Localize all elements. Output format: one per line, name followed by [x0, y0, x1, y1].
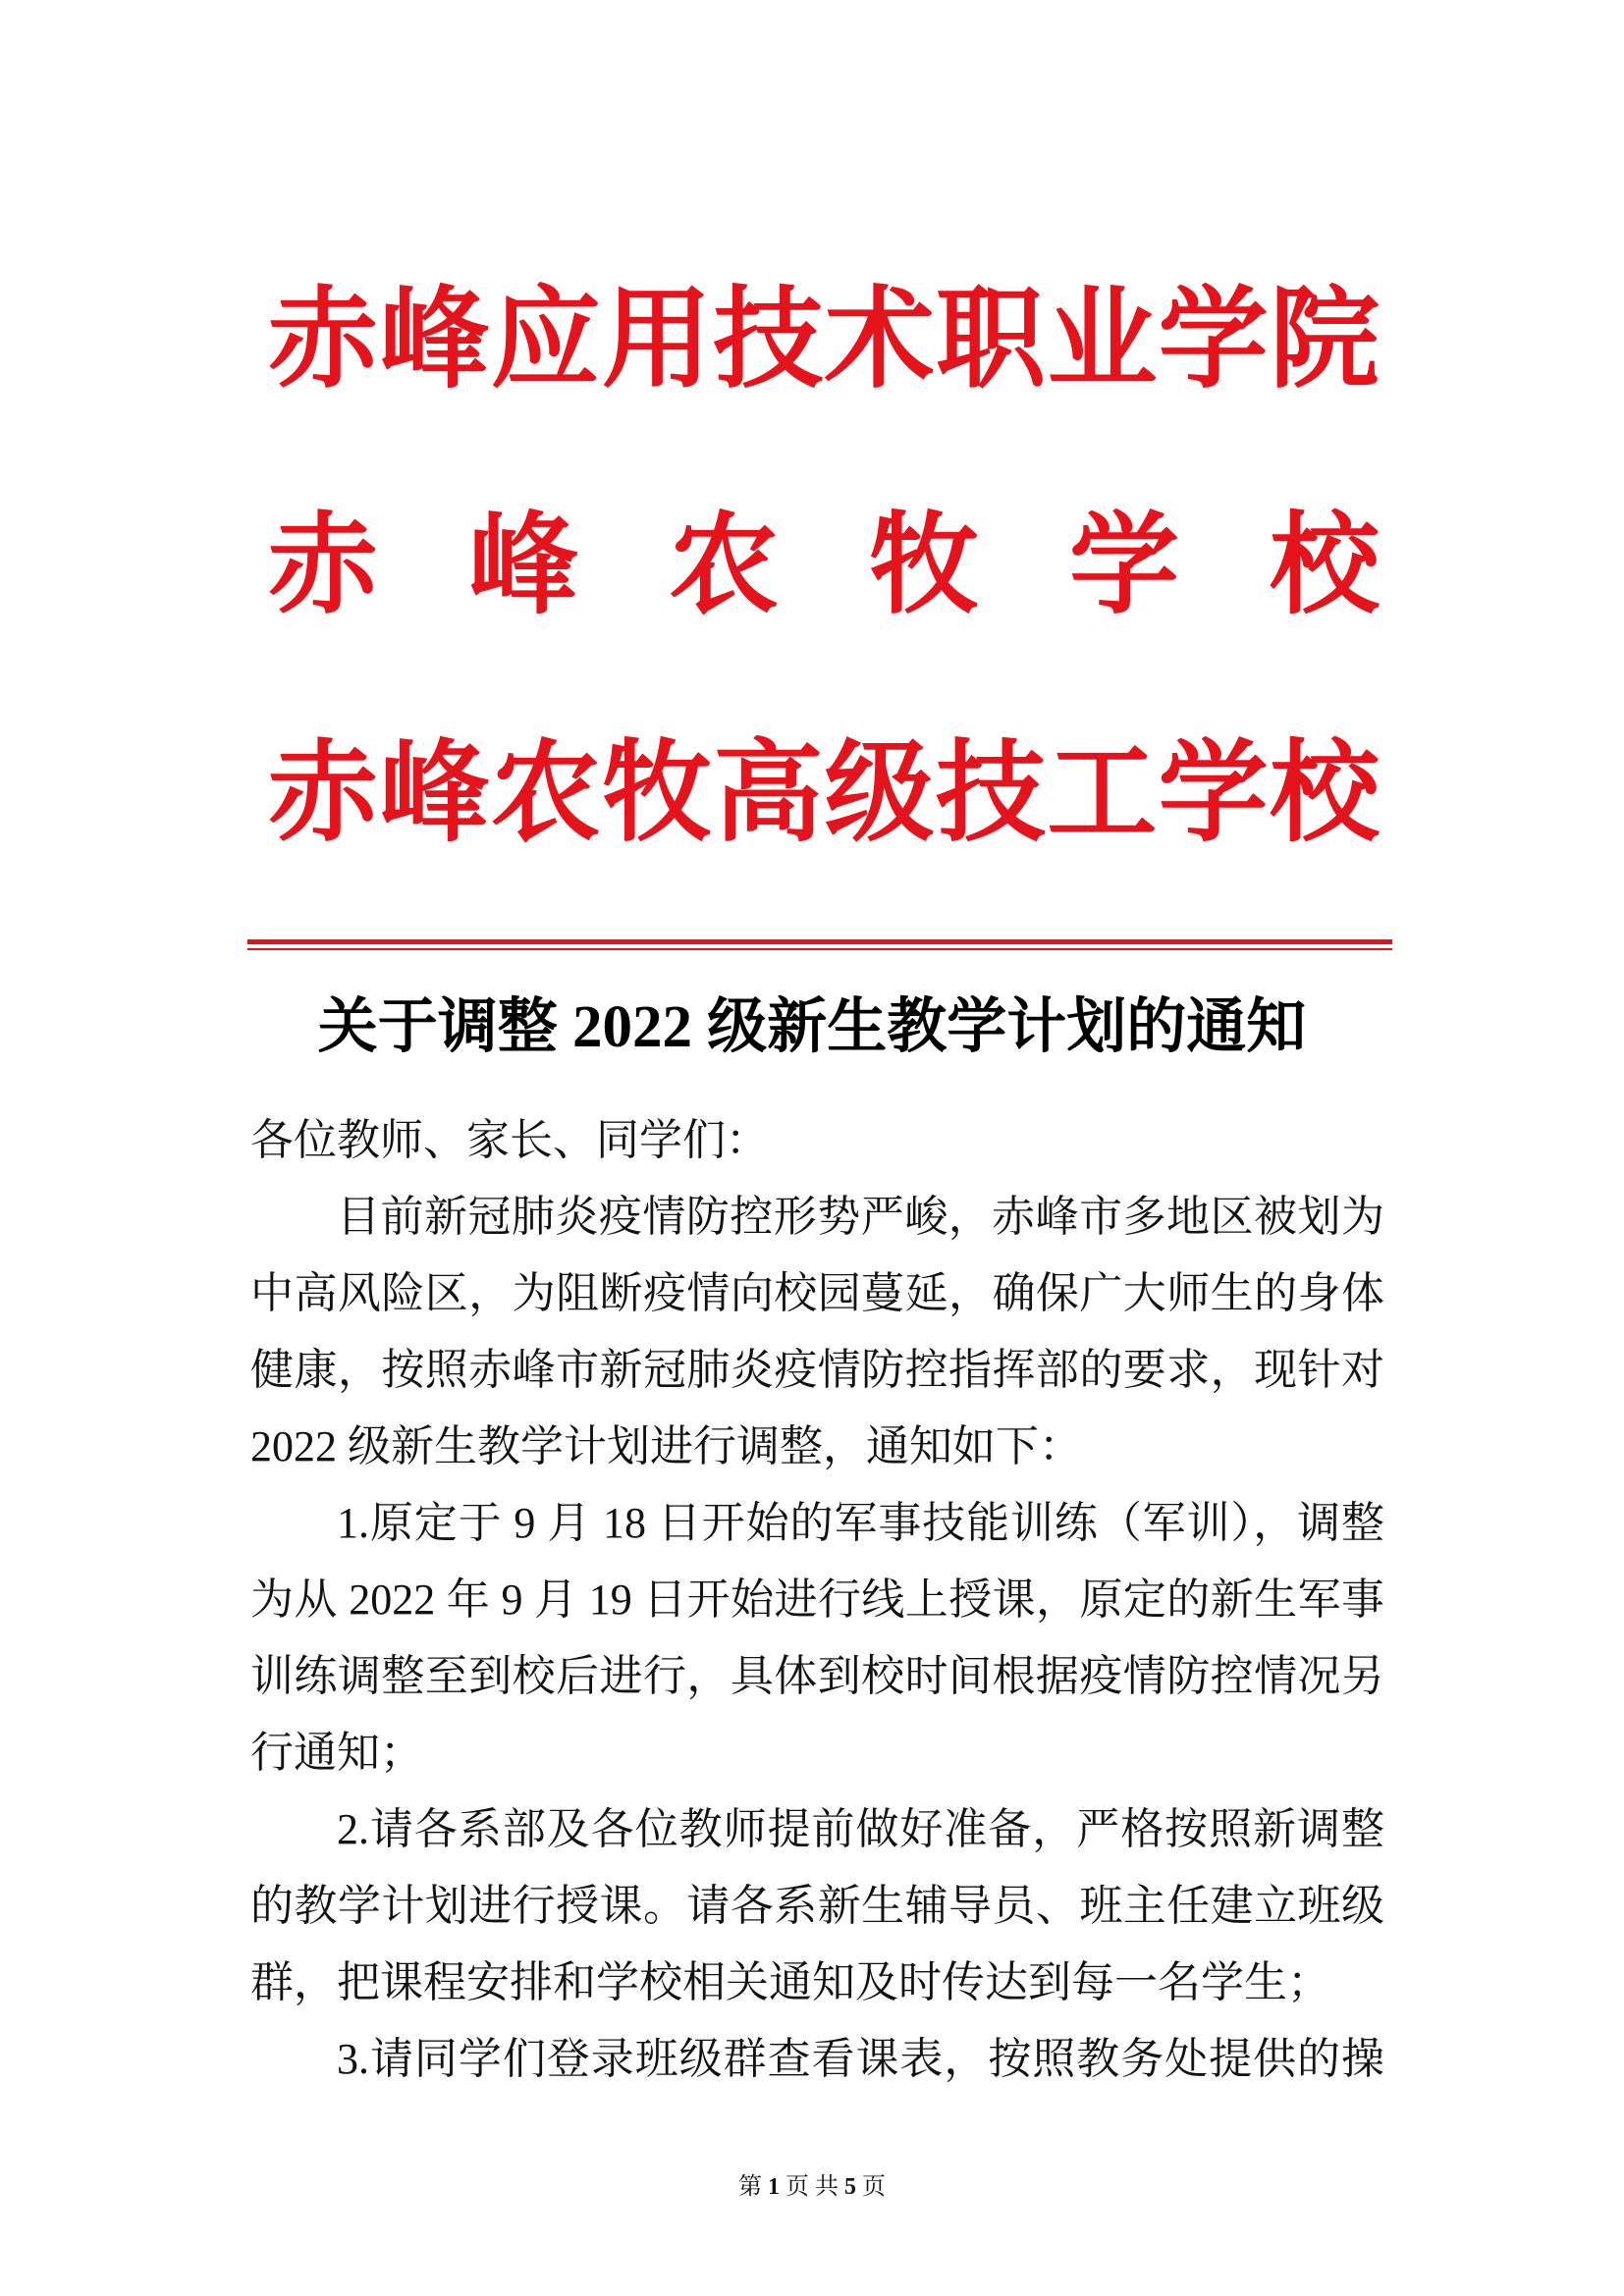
notice-body — [250, 1102, 1384, 2098]
paragraph-2 — [250, 1485, 1384, 1791]
paragraph-2-line-1: 1.原定于 9 月 18 日开始的军事技能训练（军训），调整 — [337, 1499, 1384, 1547]
paragraph-1-line-4: 2022 级新生教学计划进行调整，通知如下： — [250, 1422, 1082, 1470]
paragraph-2-line-4: 行通知； — [250, 1729, 423, 1777]
paragraph-3-line-3: 群，把课程安排和学校相关通知及时传达到每一名学生； — [250, 1958, 1330, 2006]
salutation: 各位教师、家长、同学们： — [250, 1116, 769, 1164]
paragraph-4 — [250, 2021, 1384, 2098]
paragraph-3-line-2: 的教学计划进行授课。请各系新生辅导员、班主任建立班级 — [250, 1882, 1384, 1930]
paragraph-3 — [250, 1791, 1384, 2021]
paragraph-2-line-2: 为从 2022 年 9 月 19 日开始进行线上授课，原定的新生军事 — [250, 1575, 1384, 1624]
footer-prefix: 第 — [738, 2174, 762, 2200]
paragraph-2-line-3: 训练调整至到校后进行，具体到校时间根据疫情防控情况另 — [250, 1652, 1384, 1700]
footer-total-pages: 5 — [844, 2174, 856, 2200]
paragraph-1-line-3: 健康，按照赤峰市新冠肺炎疫情防控指挥部的要求，现针对 — [250, 1346, 1384, 1394]
footer-suffix: 页 — [862, 2174, 886, 2200]
notice-title: 关于调整 2022 级新生教学计划的通知 — [317, 994, 1307, 1060]
paragraph-1 — [250, 1179, 1384, 1485]
footer-middle: 页 共 — [785, 2174, 839, 2200]
paragraph-3-line-1: 2.请各系部及各位教师提前做好准备，严格按照新调整 — [337, 1805, 1384, 1853]
paragraph-4-line-1: 3.请同学们登录班级群查看课表，按照教务处提供的操 — [337, 2035, 1384, 2083]
page-footer — [0, 2171, 1624, 2203]
letterhead-line-1: 赤峰应用技术职业学院 — [268, 280, 1380, 401]
paragraph-1-line-1: 目前新冠肺炎疫情防控形势严峻，赤峰市多地区被划为 — [337, 1193, 1384, 1241]
letterhead-rule-thin — [247, 948, 1392, 950]
letterhead-line-2: 赤峰农牧学校 — [268, 506, 1380, 627]
letterhead-line-3: 赤峰农牧高级技工学校 — [268, 733, 1380, 855]
footer-page-number: 1 — [768, 2174, 780, 2200]
letterhead-rule-thick — [247, 939, 1392, 944]
paragraph-1-line-2: 中高风险区，为阻断疫情向校园蔓延，确保广大师生的身体 — [250, 1269, 1384, 1317]
